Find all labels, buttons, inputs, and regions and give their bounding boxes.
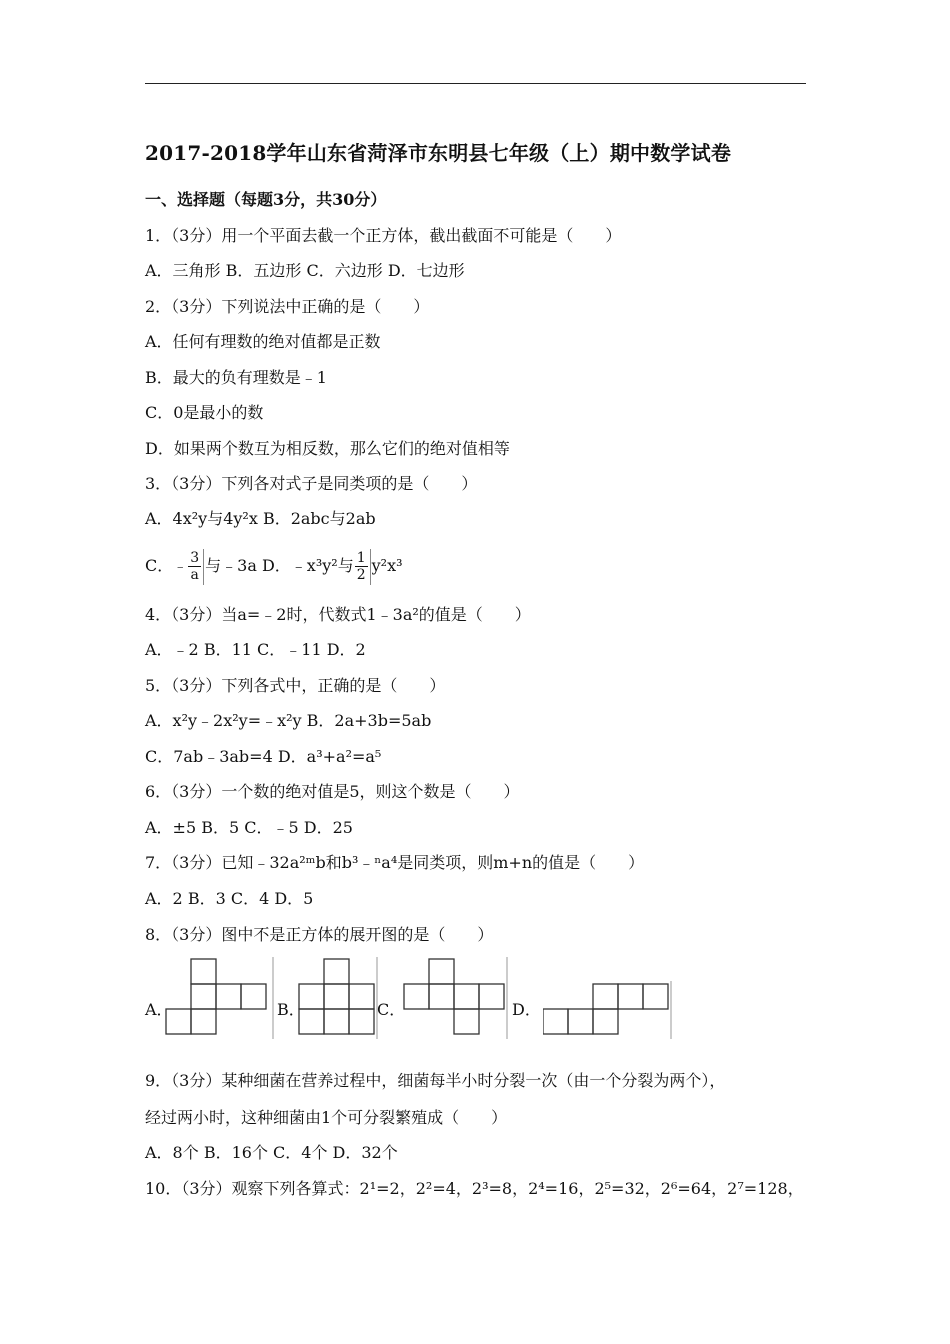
q3-c-prefix: C． <box>145 556 174 575</box>
q9-options: A．8个 B．16个 C．4个 D．32个 <box>145 1143 398 1162</box>
q9-stem-line2: 经过两小时，这种细菌由1个可分裂繁殖成（ ） <box>145 1108 508 1127</box>
cube-net-d <box>543 955 675 1041</box>
q3-c-fraction <box>188 550 201 583</box>
q6-options: A．±5 B．5 C．﹣5 D．25 <box>145 818 353 837</box>
q7-options: A．2 B．3 C．4 D．5 <box>145 889 314 908</box>
q3-d-fraction <box>355 550 368 583</box>
q2-option-b: B．最大的负有理数是﹣1 <box>145 368 327 387</box>
q5-options-cd: C．7ab﹣3ab=4 D．a³+a²=a⁵ <box>145 747 382 766</box>
q1-options: A．三角形 B．五边形 C．六边形 D．七边形 <box>145 261 465 280</box>
q3-c-rest: 与﹣3a D．﹣x³y²与 <box>205 556 354 575</box>
q3-d-numerator: 1 <box>356 550 366 566</box>
cube-net-c <box>400 955 510 1041</box>
q7-stem: 7．（3分）已知﹣32a²ᵐb和b³﹣ⁿa⁴是同类项，则m+n的值是（ ） <box>145 853 645 872</box>
q2-stem: 2．（3分）下列说法中正确的是（ ） <box>145 297 430 316</box>
q5-stem: 5．（3分）下列各式中，正确的是（ ） <box>145 676 446 695</box>
q3-d-denominator: 2 <box>356 567 366 583</box>
page-title: 2017-2018学年山东省菏泽市东明县七年级（上）期中数学试卷 <box>145 141 732 165</box>
q9-stem-line1: 9．（3分）某种细菌在营养过程中，细菌每半小时分裂一次（由一个分裂为两个）， <box>145 1071 726 1090</box>
q10-stem: 10．（3分）观察下列各算式：2¹=2，2²=4，2³=8，2⁴=16，2⁵=32，2⁶=64，2⁷=128， <box>145 1179 804 1198</box>
fraction-border <box>370 549 371 585</box>
q3-options-cd: C．﹣ $\frac{3}{a}$ 与﹣3a D．﹣x³y²与 $\frac{1}{2}$ y²x³ <box>145 550 403 583</box>
q8-stem: 8．（3分）图中不是正方体的展开图的是（ ） <box>145 925 494 944</box>
q3-d-rest: y²x³ <box>371 556 403 575</box>
net-label-a: A． <box>145 1000 173 1019</box>
q3-c-denominator: a <box>190 567 199 583</box>
q2-option-d: D．如果两个数互为相反数，那么它们的绝对值相等 <box>145 439 510 458</box>
net-label-d: D． <box>512 1000 541 1019</box>
q5-options-ab: A．x²y﹣2x²y=﹣x²y B．2a+3b=5ab <box>145 711 432 730</box>
q6-stem: 6．（3分）一个数的绝对值是5，则这个数是（ ） <box>145 782 520 801</box>
q3-stem: 3．（3分）下列各对式子是同类项的是（ ） <box>145 474 478 493</box>
net-label-c: C． <box>377 1000 406 1019</box>
net-label-b: B． <box>277 1000 305 1019</box>
q2-option-a: A．任何有理数的绝对值都是正数 <box>145 332 381 351</box>
q4-options: A．﹣2 B．11 C．﹣11 D．2 <box>145 640 366 659</box>
q3-c-numerator: 3 <box>190 550 200 566</box>
cube-net-b <box>297 955 379 1041</box>
q4-stem: 4．（3分）当a=﹣2时，代数式1﹣3a²的值是（ ） <box>145 605 531 624</box>
q3-options-ab: A．4x²y与4y²x B．2abc与2ab <box>145 509 376 528</box>
q2-option-c: C．0是最小的数 <box>145 403 264 422</box>
section-heading: 一、选择题（每题3分，共30分） <box>145 190 387 209</box>
cube-nets-figure <box>145 955 806 1041</box>
q1-stem: 1．（3分）用一个平面去截一个正方体，截出截面不可能是（ ） <box>145 226 622 245</box>
header-rule <box>145 83 806 84</box>
cube-net-a <box>165 955 277 1041</box>
